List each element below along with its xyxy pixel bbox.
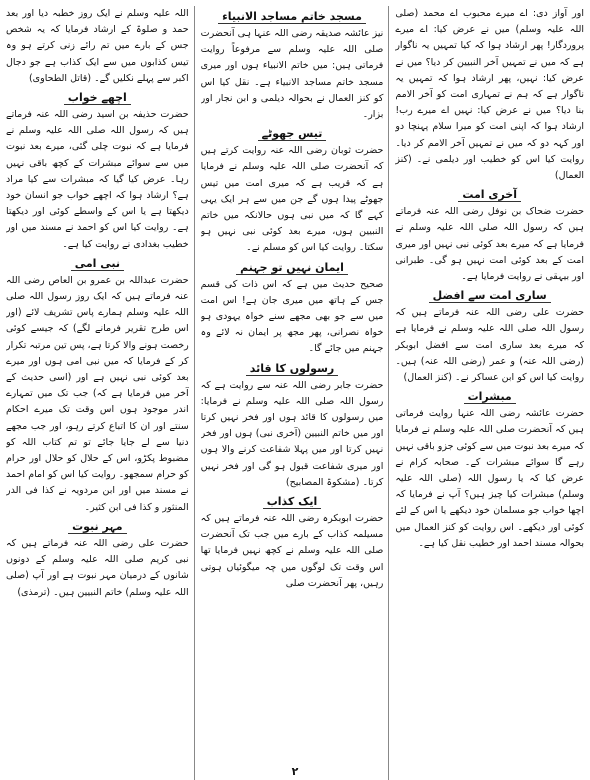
section-heading-text: ساری امت سے افضل [429, 289, 551, 303]
page-number: ۲ [291, 765, 299, 778]
section-heading [395, 188, 584, 201]
paragraph: نیز عائشہ صدیقہ رضی اللہ عنہا ہی آنحضرت صلی اللہ علیہ وسلم سے مرفوعاً روایت فرماتی ہیں: میں خاتم الانبیاء ہوں اور میری مسجد خاتم مساجد الانبیاء ہے۔ نقل کیا اس کو کنز العمال نے بحوالہ دیلمی و ابن نجار اور بزار۔ [200, 28, 384, 121]
column-right [395, 6, 584, 780]
section-heading-text: نبی امی [71, 257, 124, 271]
section-heading [201, 362, 384, 375]
section-heading-text: مبشرات [464, 390, 516, 404]
section-heading-text: تیس جھوٹے [258, 127, 327, 141]
section-heading-text: آخری امت [458, 188, 521, 202]
paragraph: حضرت علی رضی اللہ عنہ فرماتے ہیں کہ نبی کریم صلی اللہ علیہ وسلم کے دونوں شانوں کے درمیان مہر نبوت ہے اور آپ (صلی اللہ علیہ وسلم) خاتم النبیین ہیں۔ (ترمذی) [6, 537, 189, 598]
paragraph: اور آواز دی: اے میرے محبوب اے محمد (صلی اللہ علیہ وسلم) میں نے عرض کیا: اے میرے پروردگار! پھر ارشاد ہوا کہ کیا تمہیں یہ ناگوار ہے کہ میں نے تمہیں آخر النبیین کر دیا؟ میں نے عرض کیا: نہیں، پھر ارشاد ہوا کہ تمہیں یہ ناگوار ہے کہ ہم نے تمہاری امت کو آخر الامم بنا دیا؟ میں نے عرض کیا: نہیں اے میرے رب! ارشاد ہوا کہ اپنی امت کو میرا سلام پہنچا دو اور کہہ دو کہ میں نے تمہیں آخر الامم کر دیا۔ روایت کیا اس کو خطیب اور دیلمی نے۔ (کنز العمال) [395, 8, 584, 182]
section-heading [6, 520, 189, 533]
section-heading [201, 10, 384, 23]
section-heading-text: مہر نبوت [68, 520, 127, 534]
column-middle [201, 6, 390, 780]
paragraph: حضرت عائشہ رضی اللہ عنہا روایت فرماتی ہیں کہ آنحضرت صلی اللہ علیہ وسلم نے فرمایا کہ میرے بعد نبوت میں سے کوئی جزو باقی نہیں رہے گا سوائے مبشرات کے۔ صحابہ کرام نے عرض کیا کہ یا رسول اللہ (صلی اللہ علیہ وسلم) مبشرات کیا چیز ہیں؟ آپ نے فرمایا کہ اچھا خواب جو مسلمان خود دیکھے یا اس کے لئے کوئی اور دیکھے۔ اس روایت کو کنز العمال میں بحوالہ مسند احمد اور خطیب نقل کیا ہے۔ [395, 408, 584, 549]
paragraph: حضرت ثوبان رضی اللہ عنہ روایت کرتے ہیں کہ آنحضرت صلی اللہ علیہ وسلم نے فرمایا ہے کہ قریب ہے کہ میری امت میں تیس جھوٹے پیدا ہوں گے جن میں سے ہر ایک یہی کہے گا کہ میں نبی ہوں حالانکہ میں خاتم النبیین ہوں، میرے بعد کوئی نبی نہیں ہو سکتا۔ روایت کیا اس کو مسلم نے۔ [200, 145, 384, 254]
section-heading [395, 390, 584, 403]
paragraph: حضرت ابوبکرہ رضی اللہ عنہ فرماتے ہیں کہ مسیلمہ کذاب کے بارے میں جب تک آنحضرت صلی اللہ علیہ وسلم نے کچھ نہیں فرمایا تھا اس وقت تک لوگوں میں چہ میگوئیاں ہوتی رہیں، پھر آنحضرت صلی [200, 513, 384, 589]
paragraph: صحیح حدیث میں ہے کہ اس ذات کی قسم جس کے ہاتھ میں میری جان ہے! اس امت میں سے جو بھی مجھے سنے خواہ یہودی ہو خواہ نصرانی، پھر مجھ پر ایمان نہ لائے وہ جہنم میں جائے گا۔ [200, 278, 384, 355]
section-heading-text: ایک کذاب [263, 495, 322, 509]
section-heading-text: اچھے خواب [64, 91, 131, 105]
paragraph: حضرت ضحاک بن نوفل رضی اللہ عنہ فرماتے ہیں کہ رسول اللہ صلی اللہ علیہ وسلم نے فرمایا ہے کہ میرے بعد کوئی نبی نہیں اور میری امت کے بعد کوئی امت نہیں ہو گی۔ طبرانی اور بیہقی نے روایت فرمایا ہے۔ [395, 206, 584, 283]
paragraph: حضرت علی رضی اللہ عنہ فرماتے ہیں کہ رسول اللہ صلی اللہ علیہ وسلم نے فرمایا ہے کہ میرے بعد ساری امت سے افضل ابوبکر (رضی اللہ عنہ) و عمر (رضی اللہ عنہ) ہیں۔ روایت کیا اس کو ابن عساکر نے۔ (کنز العمال) [395, 307, 584, 384]
paragraph: اللہ علیہ وسلم نے ایک روز خطبہ دیا اور بعد حمد و صلوۃ کے ارشاد فرمایا کہ یہ شخص جس کے بارے میں تم رائے زنی کرتے ہو وہ تیس کذابوں میں سے ایک کذاب ہے جو دجال اکبر سے پہلے نکلیں گے۔ (قاتل الطحاوی) [6, 8, 189, 84]
section-heading [6, 257, 189, 270]
section-heading [201, 261, 384, 274]
section-heading [201, 127, 384, 140]
section-heading-text: مسجد خاتم مساجد الانبیاء [218, 10, 366, 24]
paragraph: حضرت عبداللہ بن عمرو بن العاص رضی اللہ عنہ فرماتے ہیں کہ ایک روز رسول اللہ صلی اللہ علیہ وسلم ہمارے پاس تشریف لائے (اور اس طرح تقریر فرمانے لگے) کہ جیسے کوئی رخصت ہونے والا کرتا ہے، پس تین مرتبہ تکرار کر کے فرمایا کہ میں نبی امی ہوں اور میرے بعد کوئی نبی نہیں ہے اور (اسی حدیث کے آخر میں فرمایا ہے کہ) جب تک میں تمہارے اندر موجود ہوں اس وقت تک میرے احکام سنتے اور ان کا اتباع کرتے رہو، اور جب مجھے دنیا سے لے جایا جائے تو تم کتاب اللہ کو مضبوط پکڑو، اس کے حلال کو حلال اور حرام کو حرام سمجھو۔ روایت کیا اس کو امام احمد نے مسند میں اور ابن مردویہ نے کذا فی الدر المنثور و کذا فی ابن کثیر۔ [6, 274, 189, 513]
paragraph: حضرت جابر رضی اللہ عنہ سے روایت ہے کہ رسول اللہ صلی اللہ علیہ وسلم نے فرمایا: میں رسولوں کا قائد ہوں اور فخر نہیں کرتا اور میں خاتم النبیین (آخری نبی) ہوں اور فخر نہیں کرتا اور میں پہلا شفاعت کرنے والا ہوں اور میری شفاعت قبول ہو گی اور فخر نہیں کرتا۔ (مشکوۃ المصابیح) [200, 379, 384, 488]
section-heading [395, 289, 584, 302]
section-heading-text: رسولوں کا قائد [246, 362, 338, 376]
section-heading [6, 91, 189, 104]
column-left [6, 6, 195, 780]
paragraph: حضرت حذیفہ بن اسید رضی اللہ عنہ فرماتے ہیں کہ رسول اللہ صلی اللہ علیہ وسلم نے فرمایا ہے کہ نبوت چلی گئی، میرے بعد نبوت میں سے سوائے مبشرات کے کچھ باقی نہیں رہا۔ عرض کیا گیا کہ مبشرات سے کیا مراد ہے؟ ارشاد ہوا کہ اچھے خواب جو انسان خود دیکھتا ہے یا اس کے واسطے کوئی اور دیکھتا ہے۔ روایت کیا اس کو احمد نے مسند میں اور خطیب بغدادی نے روایت کیا ہے۔ [6, 109, 189, 250]
section-heading [201, 495, 384, 508]
section-heading-text: ایمان نہیں تو جہنم [236, 261, 348, 275]
